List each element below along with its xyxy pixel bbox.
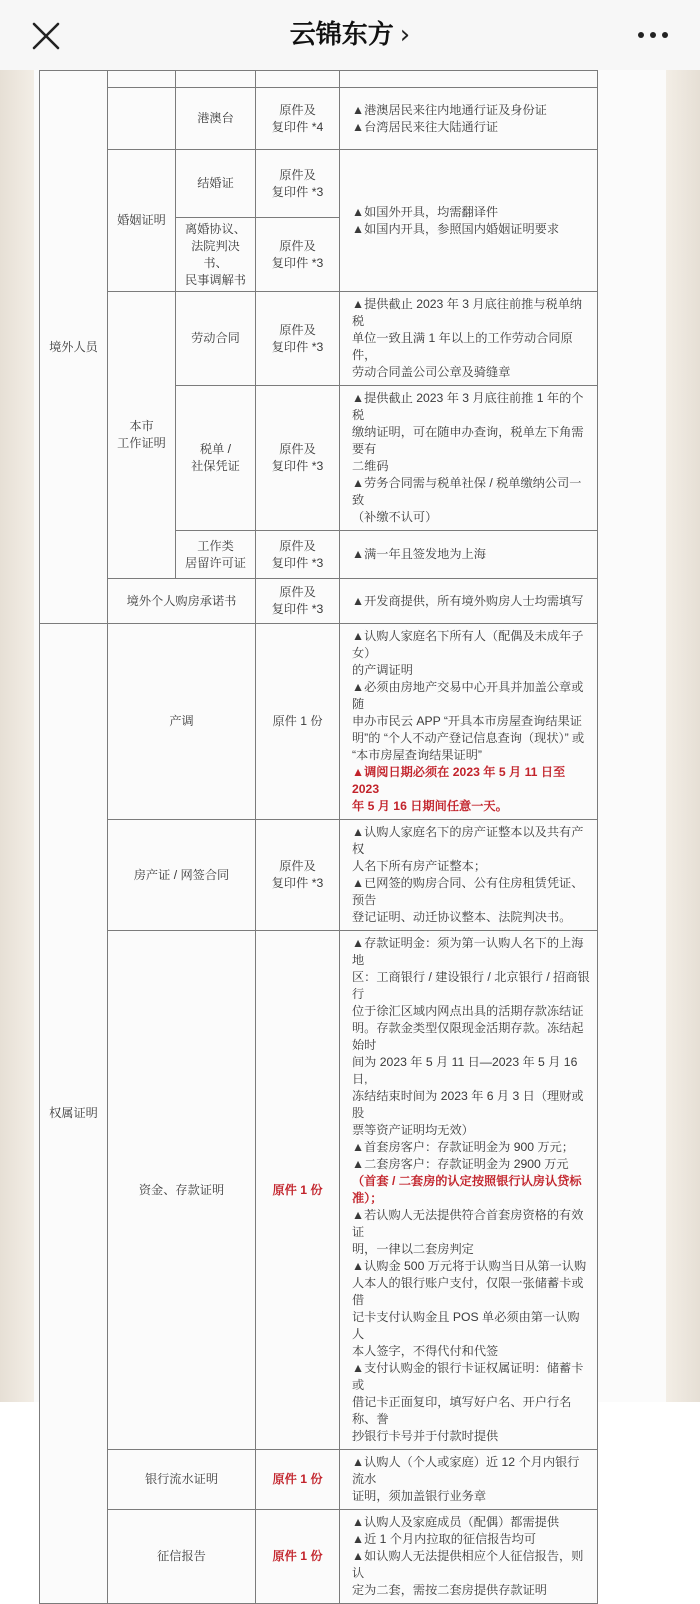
table-row (40, 624, 598, 820)
notes-cell: ▲认购人家庭名下所有人（配偶及未成年子女） 的产调证明 ▲必须由房地产交易中心开具并加盖公章或随 申办市民云 APP “开具本市房屋查询结果证 明”的 “个人不动产登记信息查询（现状）” 或 “本市房屋查询结果证明” ▲调阅日期必须在 2023 年 5 月 11 日至 2023 年 5 月 16 日期间任意一天。 (340, 624, 598, 820)
copies-cell: 原件及 复印件 *3 (256, 218, 340, 292)
document-cell (176, 71, 256, 88)
copies-cell: 原件 1 份 (256, 1510, 340, 1604)
subcategory-cell: 本市 工作证明 (108, 292, 176, 579)
document-cell: 税单 / 社保凭证 (176, 386, 256, 531)
document-cell: 境外个人购房承诺书 (108, 579, 256, 624)
document-cell: 资金、存款证明 (108, 931, 256, 1450)
notes-cell (340, 71, 598, 88)
copies-cell: 原件及 复印件 *3 (256, 531, 340, 579)
table-row (40, 71, 598, 88)
article-image (0, 70, 700, 1597)
notes-cell: ▲如国外开具，均需翻译件 ▲如国内开具，参照国内婚姻证明要求 (340, 150, 598, 292)
table-row (40, 1510, 598, 1604)
document-cell: 房产证 / 网签合同 (108, 820, 256, 931)
document-cell: 银行流水证明 (108, 1450, 256, 1510)
document-cell: 征信报告 (108, 1510, 256, 1604)
document-cell: 结婚证 (176, 150, 256, 218)
more-icon[interactable] (636, 22, 670, 48)
subcategory-cell: 婚姻证明 (108, 150, 176, 292)
table-row (40, 150, 598, 218)
notes-cell: ▲港澳居民来往内地通行证及身份证 ▲台湾居民来往大陆通行证 (340, 88, 598, 150)
copies-cell: 原件及 复印件 *4 (256, 88, 340, 150)
top-nav-bar (0, 0, 700, 71)
table-row (40, 1450, 598, 1510)
notes-cell: ▲提供截止 2023 年 3 月底往前推 1 年的个税 缴纳证明，可在随申办查询，税单左下角需要有 二维码 ▲劳务合同需与税单社保 / 税单缴纳公司一致 （补缴不认可） (340, 386, 598, 531)
category-cell: 境外人员 (40, 71, 108, 624)
document-cell: 劳动合同 (176, 292, 256, 386)
subcategory-cell (108, 71, 176, 88)
copies-cell: 原件及 复印件 *3 (256, 292, 340, 386)
document-cell: 离婚协议、 法院判决书、 民事调解书 (176, 218, 256, 292)
notes-cell: ▲认购人及家庭成员（配偶）都需提供 ▲近 1 个月内拉取的征信报告均可 ▲如认购人无法提供相应个人征信报告，则认 定为二套，需按二套房提供存款证明 (340, 1510, 598, 1604)
copies-cell: 原件及 复印件 *3 (256, 386, 340, 531)
copies-cell: 原件及 复印件 *3 (256, 579, 340, 624)
account-title-link[interactable] (0, 14, 700, 51)
copies-cell: 原件 1 份 (256, 624, 340, 820)
notes-cell: ▲满一年且签发地为上海 (340, 531, 598, 579)
subcategory-cell (108, 88, 176, 150)
notes-cell: ▲认购人家庭名下的房产证整本以及共有产权 人名下所有房产证整本； ▲已网签的购房合同、公有住房租赁凭证、预告 登记证明、动迁协议整本、法院判决书。 (340, 820, 598, 931)
table-row (40, 88, 598, 150)
document-cell: 港澳台 (176, 88, 256, 150)
table-row (40, 820, 598, 931)
document-cell: 工作类 居留许可证 (176, 531, 256, 579)
copies-cell: 原件及 复印件 *3 (256, 820, 340, 931)
copies-cell: 原件 1 份 (256, 931, 340, 1450)
notes-cell: ▲开发商提供，所有境外购房人士均需填写 (340, 579, 598, 624)
table-row (40, 292, 598, 386)
notes-cell: ▲认购人（个人或家庭）近 12 个月内银行流水 证明，须加盖银行业务章 (340, 1450, 598, 1510)
copies-cell: 原件 1 份 (256, 1450, 340, 1510)
table-row (40, 931, 598, 1450)
account-title: 云锦东方 (289, 20, 394, 50)
notes-cell: ▲提供截止 2023 年 3 月底往前推与税单纳税 单位一致且满 1 年以上的工作劳动合同原件， 劳动合同盖公司公章及骑缝章 (340, 292, 598, 386)
document-cell: 产调 (108, 624, 256, 820)
page-shadow-right (666, 70, 700, 1402)
chevron-right-icon: › (399, 20, 411, 50)
category-cell: 权属证明 (40, 624, 108, 1604)
page-shadow-left (0, 70, 34, 1402)
notes-cell: ▲存款证明金：须为第一认购人名下的上海地 区：工商银行 / 建设银行 / 北京银行 / 招商银行 位于徐汇区域内网点出具的活期存款冻结证 明。存款金类型仅限现金活期存款。冻结起始时 间为 2023 年 5 月 11 日—2023 年 5 月 16 日, 冻结结束时间为 2023 年 6 月 3 日（理财或股 票等资产证明均无效） ▲首套房客户：存款证明金为 900 万元； ▲二套房客户：存款证明金为 2900 万元 （首套 / 二套房的认定按照银行认房认贷标 准）； ▲若认购人无法提供符合首套房资格的有效证 明，一律以二套房判定 ▲认购金 500 万元将于认购当日从第一认购 人本人的银行账户支付，仅限一张储蓄卡或借 记卡支付认购金且 POS 单必须由第一认购人 本人签字，不得代付和代签 ▲支付认购金的银行卡证权属证明：储蓄卡或 借记卡正面复印，填写好户名、开户行名称、誊 抄银行卡号并于付款时提供 (340, 931, 598, 1450)
document-table (39, 70, 598, 1604)
copies-cell: 原件及 复印件 *3 (256, 150, 340, 218)
table-row (40, 579, 598, 624)
copies-cell (256, 71, 340, 88)
